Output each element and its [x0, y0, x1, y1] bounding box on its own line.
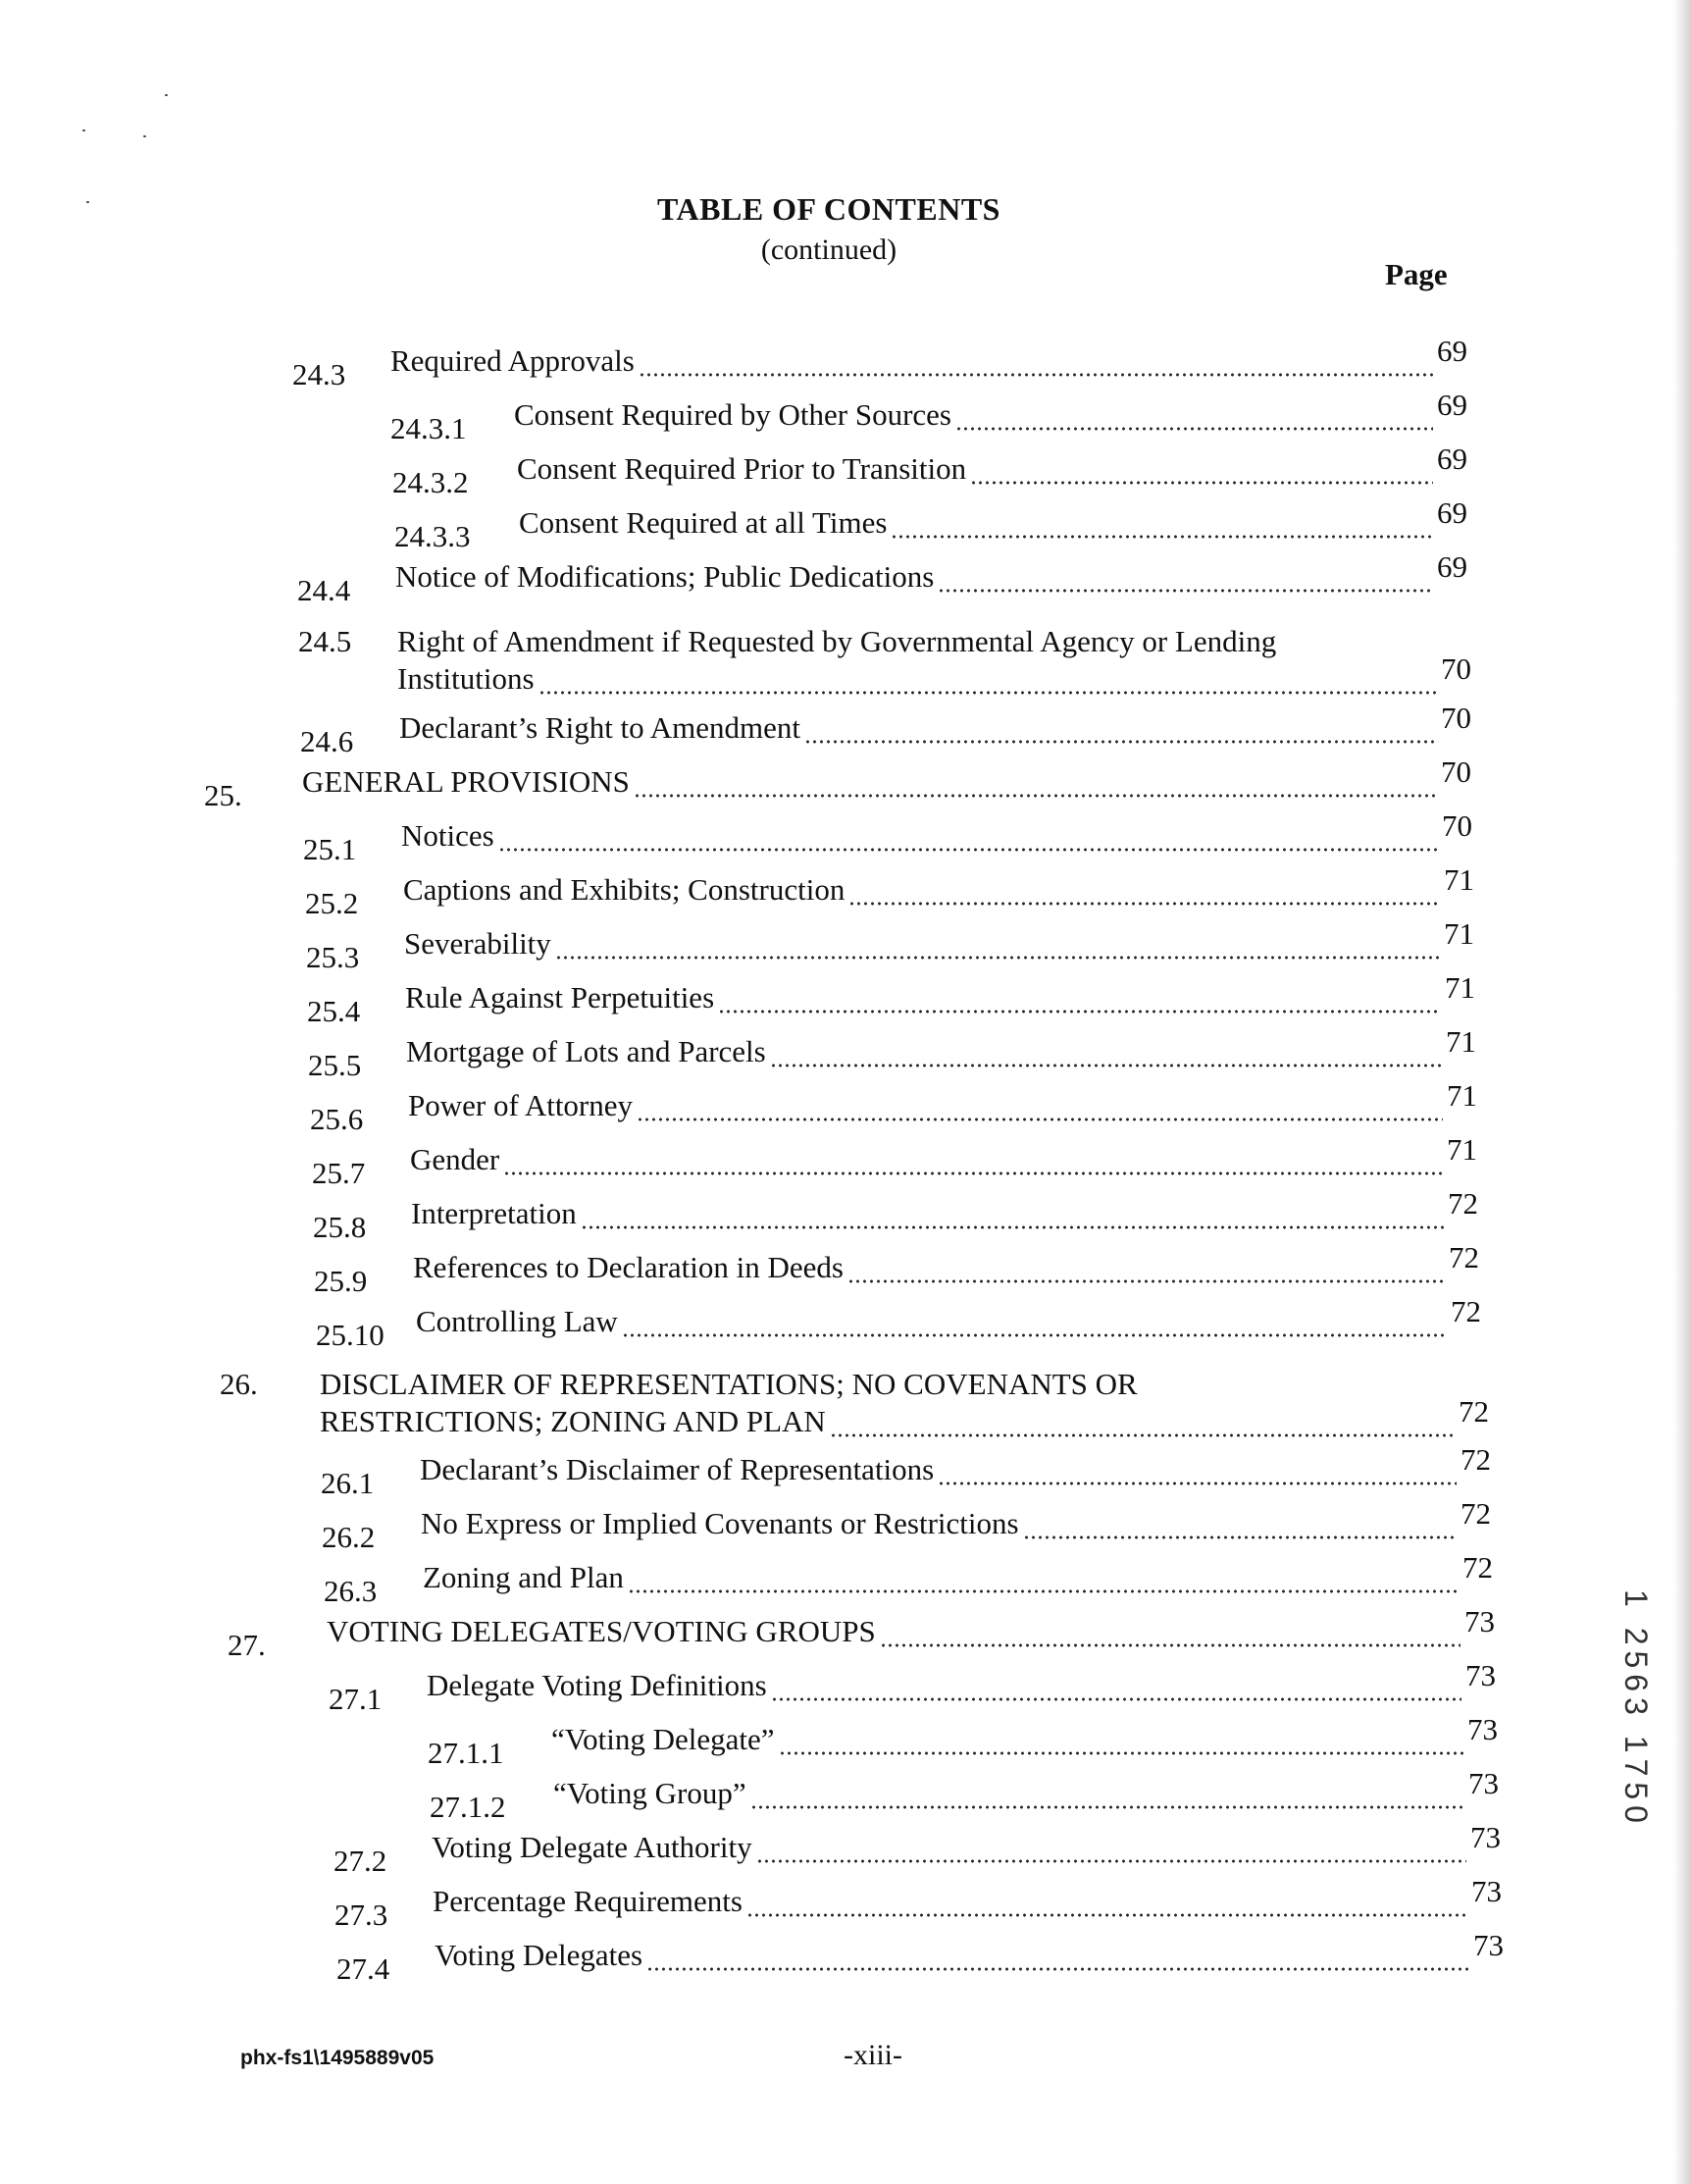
toc-entry-number: 26.1 [321, 1466, 375, 1500]
dot-leader [637, 1090, 1443, 1121]
page-column-header: Page [1385, 257, 1448, 291]
document-id: phx-fs1\1495889v05 [240, 2047, 435, 2069]
dot-leader [628, 1562, 1459, 1593]
toc-entry-label: “Voting Group” [553, 1774, 750, 1813]
toc-entry [297, 549, 1467, 612]
dot-leader [970, 453, 1433, 485]
toc-entry-page: 73 [1470, 1820, 1501, 1854]
toc-entry-number: 25.4 [307, 994, 361, 1028]
toc-entry-number: 24.3.1 [390, 411, 467, 445]
toc-entry-page: 73 [1473, 1928, 1504, 1962]
toc-entry-label-line1: DISCLAIMER OF REPRESENTATIONS; NO COVENANTS OR [320, 1367, 1138, 1401]
toc-entry-number: 24.3.3 [394, 519, 471, 553]
toc-entry-page: 71 [1444, 862, 1474, 897]
toc-entry-number: 27. [228, 1628, 266, 1662]
toc-entry-label: Zoning and Plan [423, 1558, 628, 1597]
toc-entry-number: 27.2 [333, 1844, 387, 1878]
toc-entry [308, 1024, 1476, 1087]
toc-entry-label: Required Approvals [390, 341, 639, 381]
toc-entry-label: Declarant’s Disclaimer of Representations [420, 1450, 938, 1489]
toc-entry-number: 27.3 [334, 1898, 388, 1932]
toc-entry-label: Gender [410, 1140, 503, 1179]
page-edge-shadow [1673, 0, 1691, 2184]
toc-entry-page: 72 [1460, 1496, 1491, 1531]
page-subtitle: (continued) [760, 234, 897, 266]
toc-entry [300, 701, 1471, 763]
toc-entry-number: 25.1 [303, 832, 357, 866]
toc-entry-page: 72 [1460, 1442, 1491, 1477]
toc-entry-page: 72 [1462, 1550, 1493, 1585]
toc-entry-label: Rule Against Perpetuities [405, 978, 718, 1017]
toc-entry [307, 970, 1475, 1033]
toc-entry [321, 1442, 1491, 1505]
toc-entry-number: 24.6 [300, 724, 354, 758]
dot-leader [718, 982, 1441, 1014]
toc-entry-label: “Voting Delegate” [551, 1720, 779, 1759]
dot-leader [830, 1406, 1455, 1437]
dot-leader [880, 1616, 1460, 1647]
toc-entry-page: 73 [1467, 1712, 1498, 1746]
dot-leader [770, 1036, 1442, 1067]
dot-leader [848, 874, 1440, 906]
toc-entry-label: Consent Required by Other Sources [514, 395, 955, 435]
dot-leader [779, 1724, 1463, 1755]
dot-leader [938, 561, 1433, 593]
toc-entry-page: 71 [1445, 970, 1475, 1005]
toc-entry-page: 69 [1437, 334, 1467, 368]
toc-entry [316, 1294, 1481, 1357]
toc-entry [292, 334, 1467, 396]
toc-entry-number: 24.5 [298, 624, 352, 658]
dot-leader [503, 1144, 1443, 1175]
toc-entry-page: 71 [1447, 1078, 1477, 1113]
toc-entry-number: 27.1.1 [428, 1736, 504, 1770]
dot-leader [1023, 1508, 1457, 1539]
toc-entry [392, 442, 1467, 504]
scan-speck [143, 135, 146, 137]
toc-entry-label: Notice of Modifications; Public Dedications [395, 557, 938, 597]
toc-entry [312, 1132, 1477, 1195]
toc-entry-number: 24.3 [292, 357, 346, 391]
toc-entry-page: 72 [1448, 1186, 1478, 1221]
dot-leader [498, 820, 1438, 852]
toc-entry [313, 1186, 1478, 1249]
toc-entry-page: 72 [1449, 1240, 1479, 1274]
toc-entry-label: No Express or Implied Covenants or Restrictions [421, 1504, 1023, 1543]
toc-entry-number: 27.4 [336, 1951, 390, 1986]
dot-leader [750, 1778, 1464, 1809]
toc-entry-number: 26. [220, 1367, 258, 1401]
toc-entry-page: 70 [1441, 701, 1471, 735]
toc-entry-page: 72 [1451, 1294, 1481, 1328]
toc-entry-page: 70 [1441, 651, 1471, 686]
toc-entry-number: 27.1.2 [430, 1790, 506, 1824]
toc-entry-label: Captions and Exhibits; Construction [403, 870, 848, 910]
toc-entry-number: 26.2 [322, 1520, 376, 1554]
toc-entry-page: 73 [1464, 1604, 1495, 1638]
toc-entry [430, 1766, 1499, 1829]
bates-stamp [1620, 1589, 1660, 1845]
toc-entry-label: Notices [401, 816, 498, 856]
dot-leader [622, 1306, 1447, 1337]
toc-entry-number: 25.3 [306, 940, 360, 974]
toc-entry-label: Declarant’s Right to Amendment [399, 708, 804, 748]
toc-entry-label: Voting Delegates [435, 1936, 646, 1975]
toc-entry-number: 25.7 [312, 1156, 366, 1190]
toc-entry-label: Institutions [397, 659, 538, 699]
scan-speck [82, 130, 85, 131]
toc-entry-page: 70 [1441, 754, 1471, 789]
toc-entry-page: 70 [1442, 808, 1472, 843]
page-title: TABLE OF CONTENTS [657, 191, 1000, 227]
toc-entry-label: Mortgage of Lots and Parcels [406, 1032, 770, 1071]
toc-entry [303, 808, 1472, 871]
toc-entry-number: 25.9 [314, 1264, 368, 1298]
toc-entry-number: 25.8 [313, 1210, 367, 1244]
bates-stamp-text: 1 2563 1750 [1618, 1589, 1654, 1829]
toc-entry-label: Voting Delegate Authority [432, 1828, 756, 1867]
toc-entry-label: Consent Required at all Times [519, 503, 891, 543]
toc-entry-number: 25. [204, 778, 242, 812]
toc-entry-label: Power of Attorney [408, 1086, 637, 1125]
toc-entry [336, 1928, 1504, 1991]
toc-entry-page: 73 [1465, 1658, 1496, 1692]
toc-entry-label: Delegate Voting Definitions [427, 1666, 771, 1705]
page-number: -xiii- [844, 2039, 902, 2071]
dot-leader [847, 1252, 1445, 1283]
toc-entry [306, 916, 1474, 979]
dot-leader [891, 507, 1433, 539]
toc-entry-number: 26.3 [324, 1574, 378, 1608]
toc-entry [314, 1240, 1479, 1303]
toc-entry-number: 27.1 [329, 1682, 383, 1716]
toc-entry-number: 25.6 [310, 1102, 364, 1136]
toc-entry [204, 754, 1471, 817]
toc-entry-number: 25.10 [316, 1318, 384, 1352]
toc-entry-label: Severability [404, 924, 555, 963]
dot-leader [555, 928, 1440, 960]
toc-entry [220, 1367, 1489, 1438]
toc-entry [322, 1496, 1491, 1559]
toc-entry-label: Interpretation [411, 1194, 581, 1233]
toc-entry-number: 24.3.2 [392, 465, 469, 499]
toc-entry-page: 73 [1468, 1766, 1499, 1800]
toc-entry-label: GENERAL PROVISIONS [302, 762, 634, 802]
toc-entry-number: 25.5 [308, 1048, 362, 1082]
toc-entry [329, 1658, 1496, 1721]
dot-leader [756, 1832, 1466, 1863]
toc-entry-label: References to Declaration in Deeds [413, 1248, 847, 1287]
dot-leader [804, 712, 1437, 744]
toc-entry [394, 495, 1467, 558]
toc-entry-page: 69 [1437, 549, 1467, 584]
toc-entry-page: 69 [1437, 442, 1467, 476]
toc-entry [324, 1550, 1493, 1613]
toc-entry-number: 25.2 [305, 886, 359, 920]
toc-entry [305, 862, 1474, 925]
toc-entry [390, 388, 1467, 450]
toc-entry-label: VOTING DELEGATES/VOTING GROUPS [327, 1612, 880, 1651]
toc-entry-label: Consent Required Prior to Transition [517, 449, 970, 489]
toc-entry-page: 71 [1447, 1132, 1477, 1167]
toc-entry [228, 1604, 1495, 1667]
toc-entry [334, 1874, 1502, 1937]
toc-entry-page: 69 [1437, 495, 1467, 530]
dot-leader [646, 1940, 1469, 1971]
scan-speck [165, 94, 168, 96]
dot-leader [746, 1886, 1467, 1917]
toc-entry-page: 72 [1459, 1394, 1489, 1429]
dot-leader [771, 1670, 1461, 1701]
toc-entry [310, 1078, 1477, 1141]
dot-leader [639, 345, 1433, 377]
toc-entry [333, 1820, 1501, 1883]
toc-entry-page: 69 [1437, 388, 1467, 422]
dot-leader [955, 399, 1433, 431]
toc-entry-label-line1: Right of Amendment if Requested by Governmental Agency or Lending [397, 624, 1277, 658]
toc-entry-page: 71 [1446, 1024, 1476, 1059]
toc-entry-label: Controlling Law [416, 1302, 622, 1341]
toc-entry [298, 624, 1471, 696]
toc-entry-number: 24.4 [297, 573, 351, 607]
dot-leader [634, 766, 1437, 798]
toc-entry [428, 1712, 1498, 1775]
toc-entry-label: RESTRICTIONS; ZONING AND PLAN [320, 1402, 830, 1441]
dot-leader [938, 1454, 1457, 1485]
dot-leader [538, 663, 1437, 695]
toc-entry-label: Percentage Requirements [433, 1882, 746, 1921]
dot-leader [581, 1198, 1444, 1229]
toc-entry-page: 71 [1444, 916, 1474, 951]
toc-entry-page: 73 [1471, 1874, 1502, 1908]
